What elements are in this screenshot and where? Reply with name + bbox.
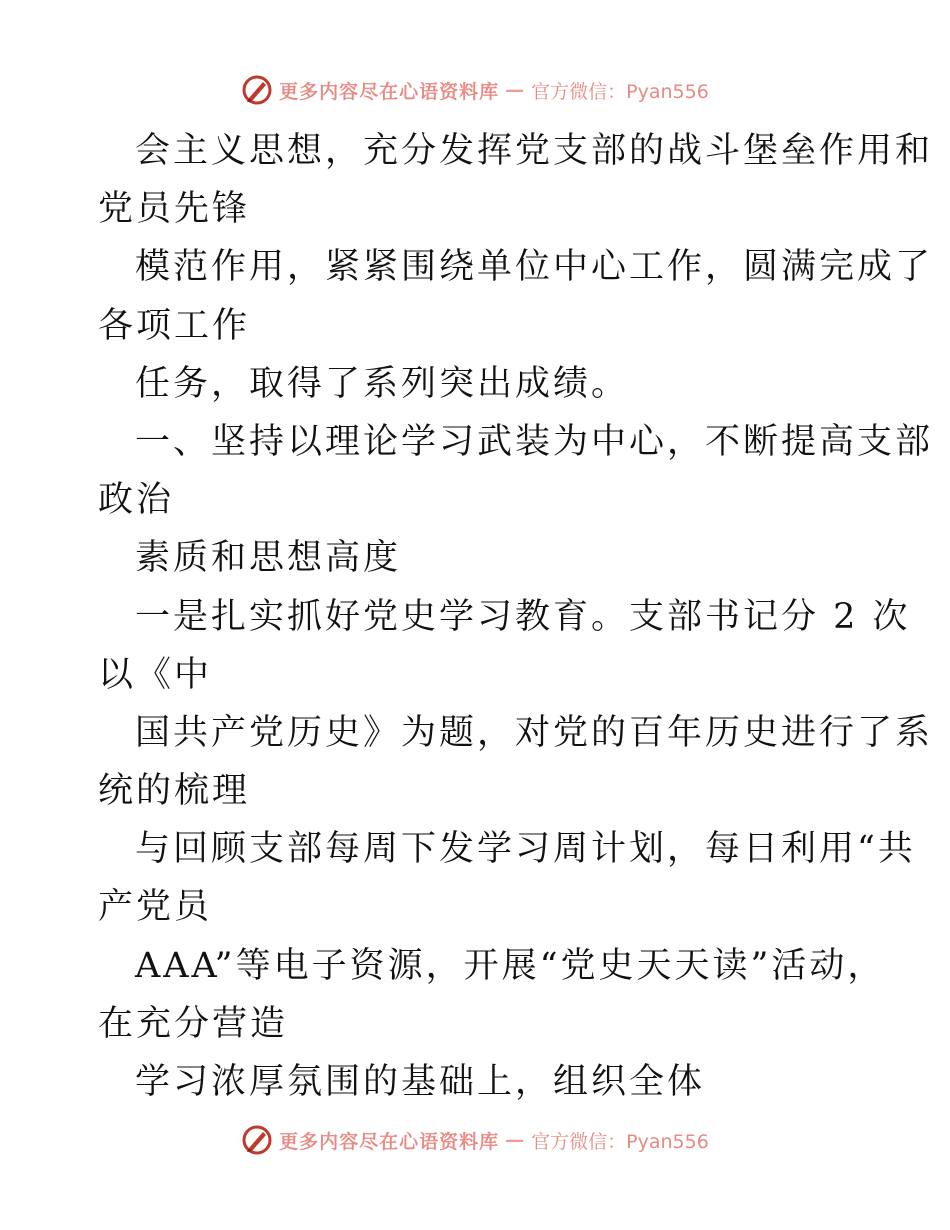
section-heading-line: 素质和思想高度 — [135, 538, 402, 579]
watermark-site-text: 更多内容尽在心语资料库 — [279, 1130, 500, 1153]
text-line: 与回顾支部每周下发学习周计划，每日利用“共 — [135, 829, 916, 870]
text-line: 学习浓厚氛围的基础上，组织全体 — [135, 1062, 706, 1102]
text-line: 模范作用，紧紧围绕单位中心工作，圆满完成了 — [135, 247, 934, 288]
watermark-site-text: 更多内容尽在心语资料库 — [279, 80, 500, 103]
pen-logo-icon — [241, 74, 273, 106]
pen-logo-icon — [241, 1124, 273, 1156]
section-heading-line: 政治 — [98, 480, 175, 521]
text-line: 在充分营造 — [98, 1003, 289, 1044]
text-line: 国共产党历史》为题，对党的百年历史进行了系 — [135, 712, 934, 753]
watermark-wechat-text: 官方微信：Pyan556 — [531, 1130, 709, 1153]
document-body — [0, 122, 950, 1111]
text-line: 各项工作 — [98, 305, 251, 346]
header-watermark — [0, 72, 950, 108]
text-line: 统的梳理 — [98, 771, 251, 812]
text-line: 会主义思想，充分发挥党支部的战斗堡垒作用和 — [135, 131, 934, 171]
text-line: 产党员 — [98, 887, 213, 928]
text-line: 以《中 — [98, 654, 213, 695]
watermark-separator: — — [505, 79, 526, 101]
footer-watermark — [0, 1122, 950, 1158]
watermark-wechat-text: 官方微信：Pyan556 — [531, 80, 709, 103]
text-line: AAA”等电子资源，开展“党史天天读”活动， — [135, 945, 886, 986]
text-line: 任务，取得了系列突出成绩。 — [135, 363, 630, 404]
watermark-separator: — — [505, 1129, 526, 1151]
text-line: 党员先锋 — [98, 189, 251, 230]
section-heading-line: 一、坚持以理论学习武装为中心，不断提高支部 — [135, 421, 934, 462]
text-line: 一是扎实抓好党史学习教育。支部书记分 2 次 — [135, 596, 911, 637]
